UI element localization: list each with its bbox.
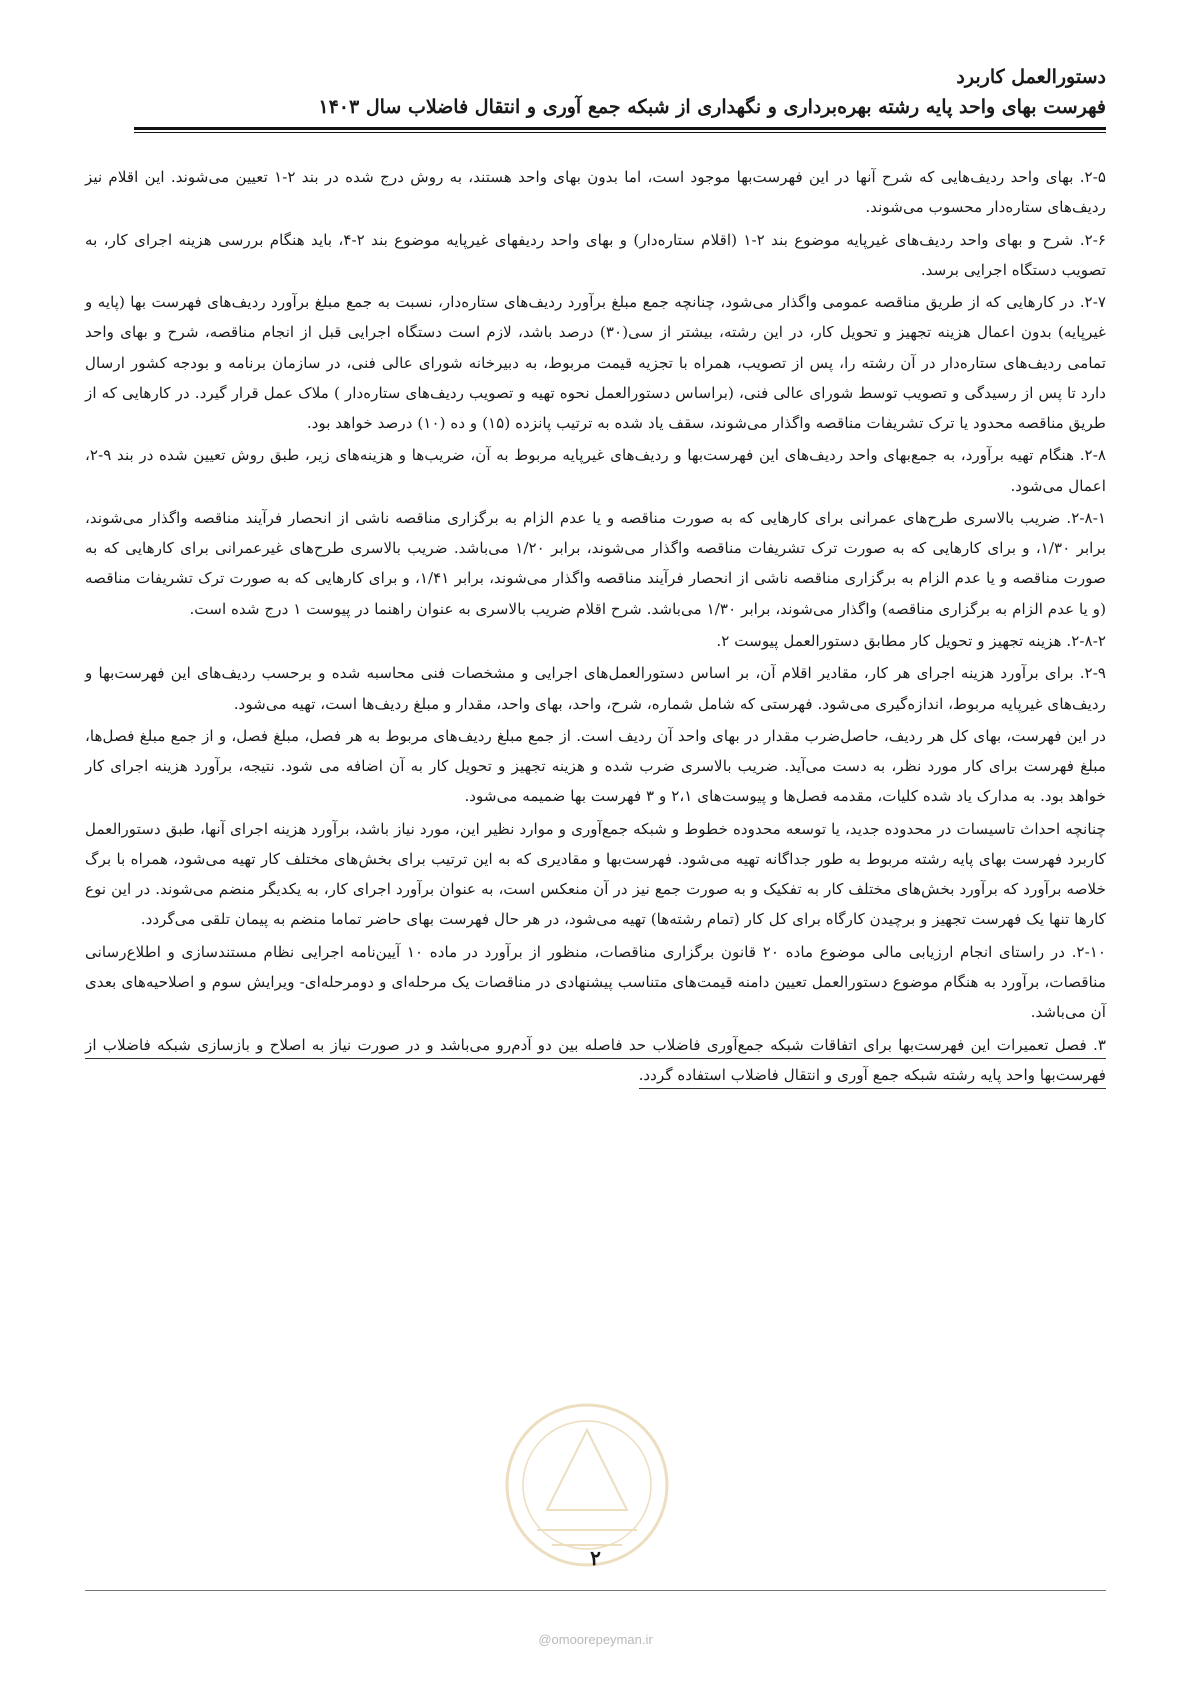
paragraph-2-9: ۲-۹. برای برآورد هزینه اجرای هر کار، مقادیر اقلام آن، بر اساس دستورالعمل‌های اجرایی و مشخصات فنی محاسبه شده و برحسب ردیف‌های این فهرست‌بها و ردیف‌های غیرپایه مربوط، اندازه‌گیری می‌شود. فهرستی که شامل شماره، شرح، واحد، بهای واحد، مقدار و مبلغ ردیف‌ها است، تهیه می‌شود. xyxy=(85,664,1106,713)
page-header xyxy=(85,62,1106,122)
paragraph-2-8-2: ۲-۸-۲. هزینه تجهیز و تحویل کار مطابق دستورالعمل پیوست ۲. xyxy=(716,631,1106,650)
paragraph-3 xyxy=(85,1030,1106,1090)
paragraph-2-6: ۲-۶. شرح و بهای واحد ردیف‌های غیرپایه موضوع بند ۲-۱ (اقلام ستاره‌دار) و بهای واحد ردیفهای غیرپایه موضوع بند ۲-۴، باید هنگام بررسی هزینه اجرای کار، به تصویب دستگاه اجرایی برسد. xyxy=(85,230,1107,279)
document-subtitle: فهرست بهای واحد پایه رشته بهره‌برداری و نگهداری از شبکه جمع آوری و انتقال فاضلاب سال ۱۴۰۳ xyxy=(318,96,1106,118)
paragraph-2-5: ۲-۵. بهای واحد ردیف‌هایی که شرح آنها در این فهرست‌بها موجود است، اما بدون بهای واحد هستند، به روش درج شده در بند ۲-۱ تعیین می‌شوند. این اقلام نیز ردیف‌های ستاره‌دار محسوب می‌شوند. xyxy=(85,168,1106,217)
header-rule-thin xyxy=(134,132,1106,133)
paragraph-2-8: ۲-۸. هنگام تهیه برآورد، به جمع‌بهای واحد ردیف‌های این فهرست‌بها و ردیف‌های غیرپایه مربوط به آن، ضریب‌ها و هزینه‌های زیر، طبق روش تعیین شده در بند ۹-۲، اعمال می‌شود. xyxy=(85,446,1106,495)
paragraph-new-facilities: چنانچه احداث تاسیسات در محدوده جدید، یا توسعه محدوده خطوط و شبکه جمع‌آوری و موارد نظیر این، مورد نیاز باشد، برآورد هزینه اجرای آنها، طبق دستورالعمل کاربرد فهرست بهای پایه رشته مربوط به طور جداگانه تهیه می‌شود. فهرست‌بها و مقادیری که به این ترتیب برای بخش‌های مختلف کار تهیه می‌شود، همراه با برگ خلاصه برآورد که برآورد بخش‌های مختلف کار به تفکیک و به صورت جمع نیز در آن منعکس است، به عنوان برآورد اجرای کار، به یکدیگر منضم می‌شوند. در این نوع کارها تنها یک فهرست تجهیز و برچیدن کارگاه برای کل کار (تمام رشته‌ها) تهیه می‌شود، در هر حال فهرست بهای حاضر تماما منضم به پیمان تلقی می‌گردد. xyxy=(85,819,1106,929)
paragraph-2-8-1: ۲-۸-۱. ضریب بالاسری طرح‌های عمرانی برای کارهایی که به صورت مناقصه و یا عدم الزام به برگزاری مناقصه ناشی از انحصار فرآیند مناقصه واگذار می‌شوند، برابر ۱/۳۰، و برای کارهایی که به صورت ترک تشریفات مناقصه واگذار می‌شوند، برابر ۱/۲۰ می‌باشد. ضریب بالاسری طرح‌های غیرعمرانی برای کارهایی که به صورت مناقصه و یا عدم الزام به برگزاری مناقصه ناشی از انحصار فرآیند مناقصه واگذار می‌شوند، برابر ۱/۴۱، و برای کارهایی که به صورت ترک تشریفات مناقصه (و یا عدم الزام به برگزاری مناقصه) واگذار می‌شوند، برابر ۱/۳۰ می‌باشد. شرح اقلام ضریب بالاسری به عنوان راهنما در پیوست ۱ درج شده است. xyxy=(85,508,1107,618)
document-title: دستورالعمل کاربرد xyxy=(956,66,1106,88)
footer-rule xyxy=(85,1590,1106,1591)
page-number: ۲ xyxy=(590,1546,601,1570)
paragraph-price-list: در این فهرست، بهای کل هر ردیف، حاصل‌ضرب مقدار در بهای واحد آن ردیف است. از جمع مبلغ ردیف‌های مربوط به هر فصل، مبلغ فصل، و از جمع مبلغ فصل‌ها، مبلغ فهرست برای کار مورد نظر، به دست می‌آید. ضریب بالاسری ضرب شده و هزینه تجهیز و تحویل کار به آن اضافه می شود. نتیجه، برآورد هزینه اجرای کار خواهد بود. به مدارک یاد شده کلیات، مقدمه فصل‌ها و پیوست‌های ۲،۱ و ۳ فهرست بها ضمیمه می‌شود. xyxy=(85,726,1106,806)
header-rule-thick xyxy=(134,127,1106,130)
watermark-text: @omoorepeyman.ir xyxy=(538,1632,653,1647)
document-body xyxy=(85,162,1106,1092)
paragraph-2-10: ۲-۱۰. در راستای انجام ارزیابی مالی موضوع ماده ۲۰ قانون برگزاری مناقصات، منظور از برآورد در ماده ۱۰ آیین‌نامه اجرایی نظام مستندسازی و اطلاع‌رسانی مناقصات، برآورد به هنگام موضوع دستورالعمل تعیین دامنه قیمت‌های متناسب پیشنهادی در مناقصات یک مرحله‌ای و دومرحله‌ای- ویرایش سوم و اصلاحیه‌های بعدی آن می‌باشد. xyxy=(85,942,1107,1022)
paragraph-2-7: ۲-۷. در کارهایی که از طریق مناقصه عمومی واگذار می‌شود، چنانچه جمع مبلغ برآورد ردیف‌های ستاره‌دار، نسبت به جمع مبلغ برآورد ردیف‌های فهرست بها (پایه و غیرپایه) بدون اعمال هزینه تجهیز و تحویل کار، در این رشته، بیشتر از سی(۳۰) درصد باشد، لازم است دستگاه اجرایی قبل از انجام مناقصه، شرح و بهای واحد تمامی ردیف‌های ستاره‌دار در آن رشته را، پس از تصویب، همراه با تجزیه قیمت مربوط، به دبیرخانه شورای عالی فنی، در سازمان برنامه و بودجه کشور ارسال دارد تا پس از رسیدگی و تصویب توسط شورای عالی فنی، (براساس دستورالعمل نحوه تهیه و تصویب ردیف‌های ستاره‌دار ) ملاک عمل قرار گیرد. در کارهایی که از طریق مناقصه محدود یا ترک تشریفات مناقصه واگذار می‌شوند، سقف یاد شده به ترتیب پانزده (۱۵) و ده (۱۰) درصد خواهد بود. xyxy=(85,293,1106,432)
paragraph-3-text: ۳. فصل تعمیرات این فهرست‌بها برای اتفاقات شبکه جمع‌آوری فاضلاب حد فاصله بین دو آدم‌رو می‌باشد و در صورت نیاز به اصلاح و بازسازی شبکه فاضلاب از فهرست‌بها واحد پایه رشته شبکه جمع آوری و انتقال فاضلاب استفاده گردد. xyxy=(85,1036,1106,1089)
